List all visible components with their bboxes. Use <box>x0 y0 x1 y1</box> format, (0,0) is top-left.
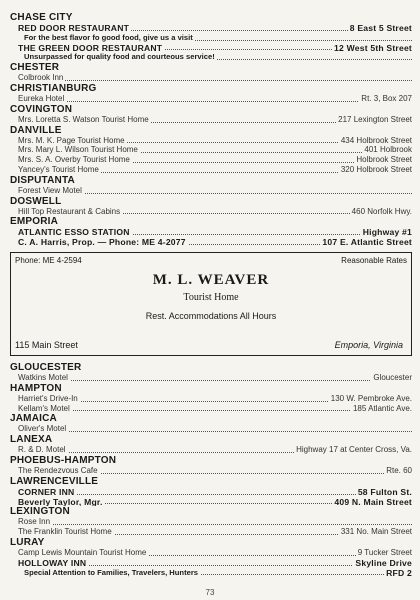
city-name: EMPORIA <box>10 216 59 228</box>
entry-address: 320 Holbrook Street <box>340 164 412 174</box>
city-heading <box>10 125 412 136</box>
weaver-advertisement <box>10 252 412 356</box>
listing-entry <box>10 445 412 455</box>
entry-name: The Rendezvous Cafe <box>10 466 100 475</box>
entry-address: 217 Lexington Street <box>338 114 412 124</box>
city-name: CHASE CITY <box>10 12 73 23</box>
listing-entry <box>10 23 412 33</box>
entry-name: Oliver's Motel <box>10 424 68 433</box>
city-heading <box>10 413 412 424</box>
listing-entry <box>10 43 412 53</box>
entry-name: Colbrook Inn <box>10 73 65 82</box>
dot-leader <box>10 80 412 81</box>
listing-entry <box>10 186 412 196</box>
entry-name: Unsurpassed for quality food and courteous service! <box>10 52 217 61</box>
listing-entry <box>10 548 412 558</box>
city-name: DANVILLE <box>10 124 62 136</box>
entry-address: 460 Norfolk Hwy. <box>351 206 412 216</box>
city-heading <box>10 12 412 23</box>
city-heading <box>10 383 412 394</box>
entry-address: Gloucester <box>373 372 412 382</box>
listing-entry <box>10 497 412 507</box>
entry-name: THE GREEN DOOR RESTAURANT <box>10 43 164 53</box>
city-heading <box>10 455 412 466</box>
entry-name: Mrs. M. K. Page Tourist Home <box>10 136 127 145</box>
entry-address: 401 Holbrook <box>364 145 412 155</box>
entry-name: Mrs. Loretta S. Watson Tourist Home <box>10 115 151 124</box>
entry-name: Rose Inn <box>10 517 52 526</box>
entry-address: 12 West 5th Street <box>334 42 412 53</box>
entry-name: The Franklin Tourist Home <box>10 527 114 536</box>
entry-name: Watkins Motel <box>10 373 70 382</box>
entry-name: Kellam's Motel <box>10 404 72 413</box>
entry-name: Eureka Hotel <box>10 94 66 103</box>
city-name: LAWRENCEVILLE <box>10 475 99 487</box>
entry-name: ATLANTIC ESSO STATION <box>10 227 132 237</box>
dot-leader <box>10 380 412 381</box>
listing-entry <box>10 94 412 104</box>
city-name: LURAY <box>10 536 45 548</box>
city-heading <box>10 175 412 186</box>
city-heading <box>10 537 412 548</box>
directory-page <box>10 12 412 577</box>
ad-address: 115 Main Street <box>15 339 78 350</box>
entry-name: For the best flavor fo good food, give us a visit <box>10 33 195 42</box>
city-name: LEXINGTON <box>10 506 70 518</box>
city-heading <box>10 476 412 487</box>
ad-tagline: Rest. Accommodations All Hours <box>145 310 277 321</box>
listing-entry <box>10 237 412 247</box>
dot-leader <box>10 524 412 525</box>
listing-entry <box>10 145 412 155</box>
entry-name: Special Attention to Families, Travelers, Hunters <box>10 568 200 577</box>
ad-city: Emporia, Virginia <box>334 339 403 350</box>
city-name: DOSWELL <box>10 195 62 207</box>
ad-business-name: M. L. WEAVER <box>152 271 270 288</box>
city-heading <box>10 83 412 94</box>
city-heading <box>10 434 412 445</box>
city-name: CHRISTIANBURG <box>10 82 97 94</box>
entry-address: 331 No. Main Street <box>340 527 412 537</box>
listing-top <box>10 12 412 247</box>
entry-address: Skyline Drive <box>355 557 412 568</box>
listing-entry <box>10 155 412 165</box>
entry-address: 185 Atlantic Ave. <box>352 403 412 413</box>
listing-entry <box>10 136 412 146</box>
dot-leader <box>10 431 412 432</box>
entry-address: 9 Tucker Street <box>357 547 412 557</box>
listing-entry <box>10 487 412 497</box>
listing-entry <box>10 207 412 217</box>
city-heading <box>10 196 412 207</box>
listing-entry <box>10 424 412 434</box>
ad-phone: Phone: ME 4-2594 <box>15 255 82 265</box>
entry-address: Holbrook Street <box>356 155 412 165</box>
city-heading <box>10 104 412 115</box>
entry-name: Mrs. S. A. Overby Tourist Home <box>10 155 132 164</box>
listing-entry <box>10 558 412 568</box>
city-name: GLOUCESTER <box>10 361 82 373</box>
city-name: HAMPTON <box>10 382 62 394</box>
city-name: PHOEBUS-HAMPTON <box>10 454 117 466</box>
listing-entry <box>10 73 412 83</box>
listing-entry <box>10 33 412 43</box>
ad-rates: Reasonable Rates <box>341 255 407 265</box>
city-heading <box>10 62 412 73</box>
entry-name: CORNER INN <box>10 487 76 497</box>
entry-address: 58 Fulton St. <box>357 486 412 497</box>
city-heading <box>10 506 412 517</box>
entry-address: Highway #1 <box>362 227 412 238</box>
listing-entry <box>10 373 412 383</box>
city-heading <box>10 362 412 373</box>
city-name: DISPUTANTA <box>10 174 75 186</box>
city-name: CHESTER <box>10 62 60 74</box>
city-heading <box>10 216 412 227</box>
listing-entry <box>10 568 412 578</box>
entry-address: 8 East 5 Street <box>349 23 412 33</box>
listing-entry <box>10 165 412 175</box>
dot-leader <box>10 101 412 102</box>
listing-entry <box>10 517 412 527</box>
entry-name: Camp Lewis Mountain Tourist Home <box>10 548 148 557</box>
entry-name: Mrs. Mary L. Wilson Tourist Home <box>10 145 140 154</box>
city-name: JAMAICA <box>10 413 57 425</box>
listing-entry <box>10 527 412 537</box>
entry-address: Highway 17 at Center Cross, Va. <box>296 445 412 455</box>
city-name: LANEXA <box>10 434 53 446</box>
listing-entry <box>10 115 412 125</box>
listing-entry <box>10 227 412 237</box>
entry-name: Yancey's Tourist Home <box>10 165 101 174</box>
listing-entry <box>10 404 412 414</box>
city-name: COVINGTON <box>10 103 73 115</box>
entry-name: Forest View Motel <box>10 186 84 195</box>
listing-entry <box>10 394 412 404</box>
listing-entry <box>10 52 412 62</box>
entry-name: Beverly Taylor, Mgr. <box>10 497 105 507</box>
listing-bottom <box>10 362 412 577</box>
entry-name: C. A. Harris, Prop. — Phone: ME 4-2077 <box>10 237 188 247</box>
entry-address: 409 N. Main Street <box>334 496 412 507</box>
page-number: 73 <box>205 588 215 597</box>
entry-address: 434 Holbrook Street <box>340 135 412 145</box>
entry-address: Rt. 3, Box 207 <box>361 93 412 103</box>
entry-name: R. & D. Motel <box>10 445 68 454</box>
entry-name: RED DOOR RESTAURANT <box>10 23 131 33</box>
ad-business-type: Tourist Home <box>183 291 239 303</box>
entry-address: 130 W. Pembroke Ave. <box>330 393 412 403</box>
entry-address: RFD 2 <box>386 567 412 578</box>
entry-name: Harriet's Drive-In <box>10 394 80 403</box>
entry-address: Rte. 60 <box>386 465 412 475</box>
listing-entry <box>10 466 412 476</box>
entry-address: 107 E. Atlantic Street <box>322 237 412 247</box>
entry-name: HOLLOWAY INN <box>10 558 88 568</box>
entry-name: Hill Top Restaurant & Cabins <box>10 207 122 216</box>
